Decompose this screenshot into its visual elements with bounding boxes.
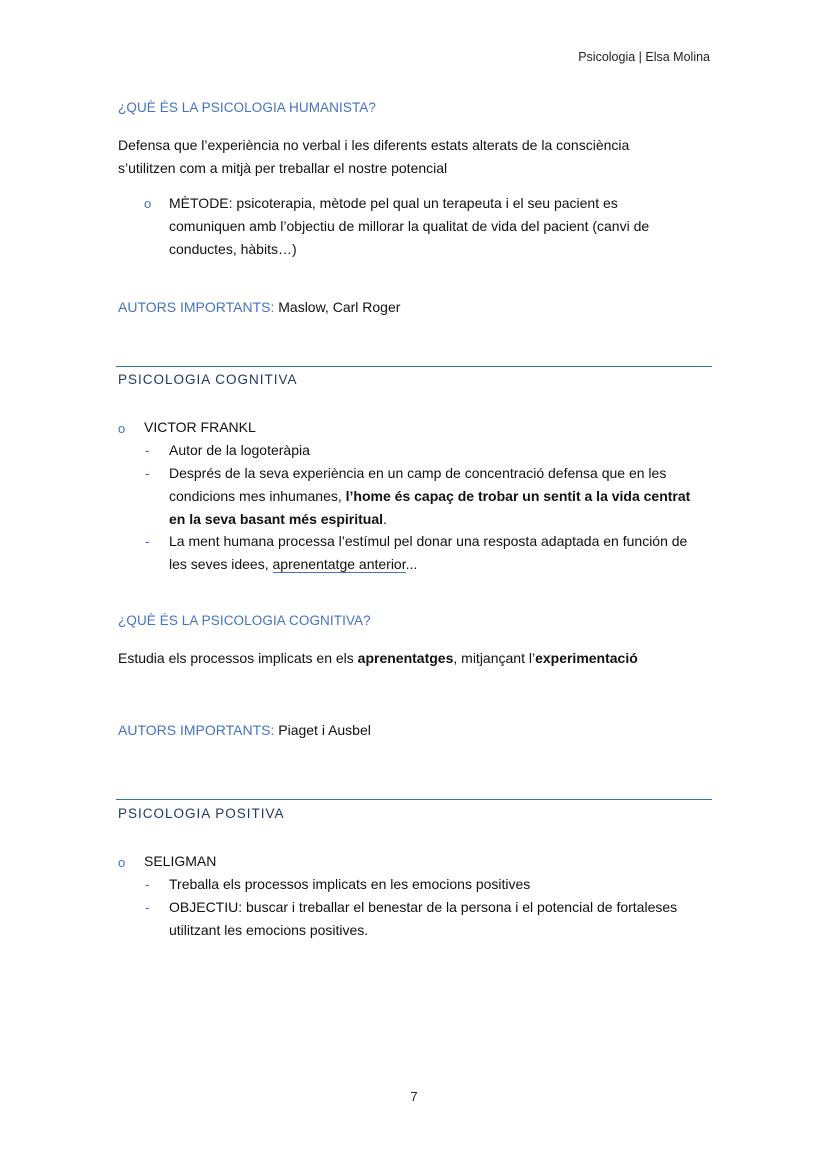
circle-bullet-icon: o — [118, 855, 126, 870]
item-text-underlined: aprenentatge anterior — [272, 556, 406, 572]
item-line — [169, 485, 714, 508]
authors-label: AUTORS IMPORTANTS: — [118, 299, 275, 315]
section-divider — [116, 366, 712, 367]
item-text-plain: condicions mes inhumanes, — [169, 488, 346, 504]
humanista-method — [169, 192, 714, 261]
frankl-item-2 — [169, 462, 714, 531]
cognitiva-definition — [118, 647, 713, 670]
authors-value: Maslow, Carl Roger — [274, 299, 401, 315]
humanista-definition-line: Defensa que l’experiència no verbal i les diferents estats alterats de la consciència — [118, 137, 630, 153]
frankl-item-1: Autor de la logoteràpia — [169, 442, 310, 458]
person-victor-frankl: VICTOR FRANKL — [144, 419, 256, 435]
page-header: Psicologia | Elsa Molina — [578, 50, 710, 64]
seligman-item-2 — [169, 896, 714, 942]
authors-value: Piaget i Ausbel — [274, 722, 371, 738]
seligman-item-1: Treballa els processos implicats en les emocions positives — [169, 876, 531, 892]
dash-bullet-icon: - — [145, 876, 150, 892]
humanista-question-heading: ¿QUÈ ÉS LA PSICOLOGIA HUMANISTA? — [118, 100, 377, 115]
dash-bullet-icon: - — [145, 533, 150, 549]
item-text-bold: l’home és capaç de trobar un sentit a la vida centrat — [345, 488, 691, 504]
page-number: 7 — [410, 1089, 418, 1104]
definition-plain: Estudia els processos implicats en els — [118, 650, 358, 666]
dash-bullet-icon: - — [145, 465, 150, 481]
method-line: comuniquen amb l’objectiu de millorar la qualitat de vida del pacient (canvi de — [169, 218, 650, 234]
humanista-definition-line: s’utilitzen com a mitjà per treballar el nostre potencial — [118, 160, 448, 176]
method-line: conductes, hàbits…) — [169, 241, 297, 257]
item-line: utilitzant les emocions positives. — [169, 922, 369, 938]
circle-bullet-icon: o — [144, 196, 152, 211]
person-seligman: SELIGMAN — [144, 853, 217, 869]
dash-bullet-icon: - — [145, 442, 150, 458]
definition-bold: experimentació — [535, 650, 638, 666]
definition-bold: aprenentatges — [357, 650, 454, 666]
item-text-plain: . — [383, 511, 387, 527]
item-line: La ment humana processa l’estímul pel donar una resposta adaptada en función de — [169, 533, 688, 549]
definition-plain: , mitjançant l’ — [453, 650, 536, 666]
item-text-plain: ... — [405, 556, 418, 572]
section-title-positiva: PSICOLOGIA POSITIVA — [118, 806, 285, 821]
section-divider — [116, 799, 712, 800]
cognitiva-question-heading: ¿QUÈ ÉS LA PSICOLOGIA COGNITIVA? — [118, 613, 371, 628]
item-text-plain: les seves idees, — [169, 556, 273, 572]
humanista-authors — [118, 296, 713, 319]
item-line — [169, 508, 714, 531]
item-line: Després de la seva experiència en un camp de concentració defensa que en les — [169, 465, 667, 481]
frankl-item-3 — [169, 530, 714, 576]
humanista-definition — [118, 134, 713, 180]
item-line: OBJECTIU: buscar i treballar el benestar de la persona i el potencial de fortaleses — [169, 899, 678, 915]
section-title-cognitiva: PSICOLOGIA COGNITIVA — [118, 372, 298, 387]
authors-label: AUTORS IMPORTANTS: — [118, 722, 275, 738]
method-line: MÈTODE: psicoterapia, mètode pel qual un terapeuta i el seu pacient es — [169, 195, 618, 211]
dash-bullet-icon: - — [145, 899, 150, 915]
item-line — [169, 553, 714, 576]
cognitiva-authors — [118, 719, 713, 742]
circle-bullet-icon: o — [118, 421, 126, 436]
item-text-bold: en la seva basant més espiritual — [169, 511, 383, 527]
